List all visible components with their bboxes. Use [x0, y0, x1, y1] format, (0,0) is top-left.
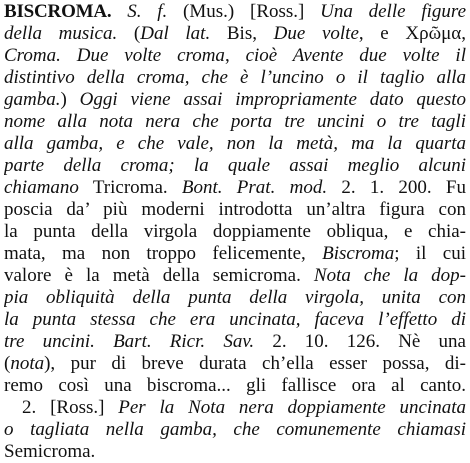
italic-text: o tagliata nella gamba, che comunemente chiamasi — [4, 419, 466, 440]
italic-text: nome alla nota nera che porta tre uncini o tre tagli — [4, 111, 466, 132]
entry-line — [4, 111, 466, 133]
entry-line — [4, 67, 466, 89]
italic-text: Bont. Prat. mod. — [181, 177, 328, 198]
italic-text: cioè Avente due volte il — [245, 45, 466, 66]
roman-text: ), pur di breve durata ch’ella esser possa, di- — [44, 353, 466, 374]
roman-text: poscia da’ più moderni introdotta un’altra figura con — [4, 199, 466, 220]
entry-line — [4, 243, 466, 265]
entry-line — [4, 265, 466, 287]
roman-text: Semicroma. — [4, 441, 96, 462]
entry-line — [4, 309, 466, 331]
italic-text: S. f. — [127, 1, 168, 22]
italic-text: tre uncini. — [4, 331, 95, 352]
entry-line — [4, 441, 466, 463]
italic-text: Nota che la dop- — [313, 265, 466, 286]
italic-text: la punta stessa che era uncinata, faceva l’effetto di — [4, 309, 466, 330]
entry-line — [4, 287, 466, 309]
italic-text: Per la Nota nera doppiamente uncinata — [118, 397, 466, 418]
entry-line — [4, 221, 466, 243]
roman-text: remo così una biscroma... gli fallisce ora al canto. — [4, 375, 466, 396]
entry-line — [4, 177, 466, 199]
italic-text: Dal lat. — [140, 23, 211, 44]
entry-line — [4, 45, 466, 67]
entry-line — [4, 199, 466, 221]
italic-text: pia obliquità della punta della virgola, unita con — [4, 287, 466, 308]
roman-text: , e Χρῶμα, — [358, 23, 466, 44]
italic-text: Bart. Ricr. Sav. — [113, 331, 255, 352]
italic-text: Due volte — [273, 23, 359, 44]
entry-line — [4, 419, 466, 441]
italic-text: parte della croma; la quale assai meglio alcuni — [4, 155, 466, 176]
roman-text: mata, ma non troppo felicemente, — [4, 243, 323, 264]
entry-line — [4, 375, 466, 397]
italic-text: alla gamba, e che vale, non la metà, ma la quarta — [4, 133, 466, 154]
entry-line — [22, 397, 466, 419]
roman-text: ( — [4, 353, 11, 374]
roman-text: (Mus.) [Ross.] — [167, 1, 321, 22]
headword: BISCROMA. — [4, 1, 112, 22]
roman-text: ( — [117, 23, 141, 44]
italic-text: Una delle figure — [320, 1, 466, 22]
roman-text — [95, 331, 113, 352]
roman-text: 2. 1. 200. Fu — [327, 177, 466, 198]
roman-text — [111, 1, 127, 22]
roman-text: ) — [60, 89, 80, 110]
italic-text: della musica. — [4, 23, 118, 44]
italic-text: gamba. — [4, 89, 61, 110]
roman-text: Bis, — [210, 23, 274, 44]
italic-text: Croma. Due volte croma — [4, 45, 225, 66]
entry-line — [4, 353, 466, 375]
roman-text: Tricroma. — [78, 177, 182, 198]
italic-text: nota — [10, 353, 45, 374]
italic-text: chiamano — [4, 177, 79, 198]
italic-text: Biscroma — [322, 243, 395, 264]
italic-text: Oggi viene assai impropriamente dato questo — [79, 89, 466, 110]
entry-line — [4, 23, 466, 45]
entry-line — [4, 1, 466, 23]
roman-text: ; il cui — [394, 243, 466, 264]
entry-line — [4, 155, 466, 177]
roman-text: , — [224, 45, 246, 66]
entry-line — [4, 89, 466, 111]
entry-line — [4, 133, 466, 155]
roman-text: 2. 10. 126. Nè una — [254, 331, 466, 352]
roman-text: valore è la metà della semicroma. — [4, 265, 314, 286]
entry-line — [4, 331, 466, 353]
roman-text: la punta della virgola doppiamente obliqua, e chia- — [4, 221, 466, 242]
roman-text: 2. [Ross.] — [22, 397, 119, 418]
italic-text: distintivo della croma, che è l’uncino o il taglio alla — [4, 67, 466, 88]
